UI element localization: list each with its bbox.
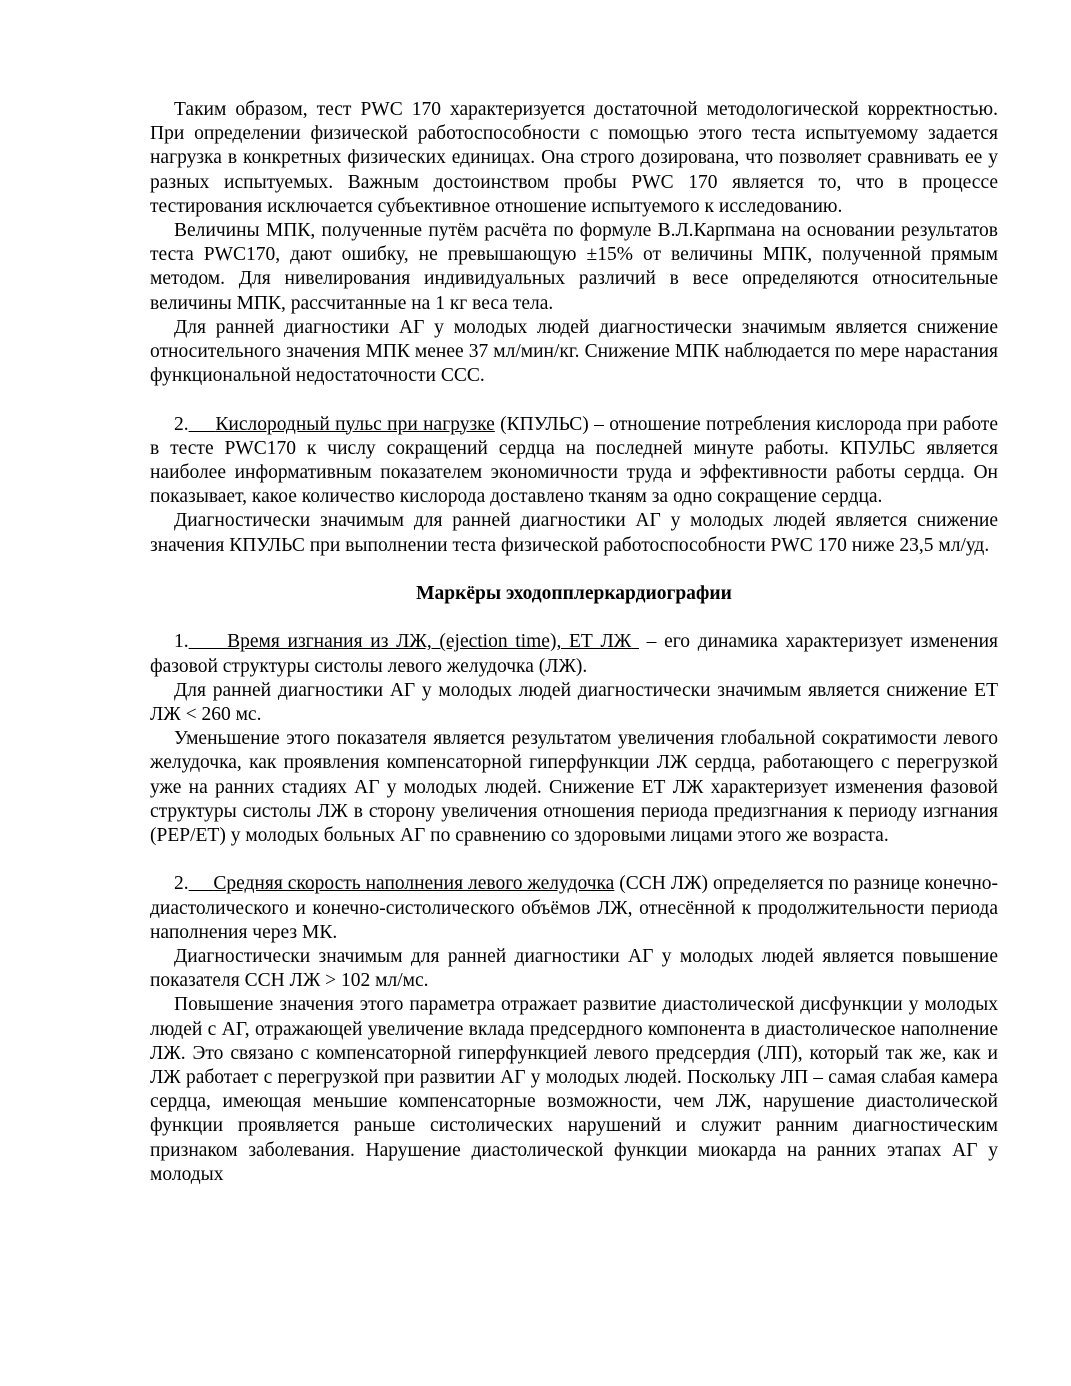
list-item-term: Время изгнания из ЛЖ, (ejection time), ЕТ ЛЖ (227, 631, 632, 653)
section-heading: Маркёры эходопплеркардиографии (416, 583, 732, 605)
paragraph-pwc170-conclusion: Таким образом, тест PWC 170 характеризуется достаточной методологической корректностью. При определении физической работоспособности с помощью этого теста испытуемому задается нагрузка в конкретных физических единицах. Она строго дозирована, что позволяет сравнивать ее у разных испытуемых. Важным достоинством пробы PWC 170 является то, что в процессе тестирования исключается субъективное отношение испытуемого к исследованию. (150, 99, 998, 217)
list-item-number: 2. (174, 873, 189, 895)
list-item-term: Средняя скорость наполнения левого желудочка (213, 873, 615, 895)
paragraph-ejection-time-explanation: Уменьшение этого показателя является результатом увеличения глобальной сократимости левого желудочка, как проявления компенсаторной гиперфункции ЛЖ сердца, работающего с перегрузкой уже на ранних стадиях АГ у молодых людей. Снижение ЕТ ЛЖ характеризует изменения фазовой структуры систолы ЛЖ в сторону увеличения отношения периода предизгнания к периоду изгнания (PEP/ET) у молодых больных АГ по сравнению со здоровыми лицами этого же возраста. (150, 728, 998, 847)
paragraph-ejection-time-diagnostics: Для ранней диагностики АГ у молодых людей диагностически значимым является снижение ЕТ ЛЖ < 260 мс. (150, 679, 998, 726)
list-item-number: 1. (174, 631, 189, 653)
list-item-number: 2. (174, 413, 189, 435)
paragraph-mpk-diagnostics: Для ранней диагностики АГ у молодых людей диагностически значимым является снижение относительного значения МПК менее 37 мл/мин/кг. Снижение МПК наблюдается по мере нарастания функциональной недостаточности ССС. (150, 316, 998, 387)
paragraph-oxygen-pulse-diagnostics: Диагностически значимым для ранней диагностики АГ у молодых людей является снижение значения КПУЛЬС при выполнении теста физической работоспособности PWC 170 ниже 23,5 мл/уд. (150, 510, 998, 556)
document-page (150, 98, 998, 1187)
spacer (150, 558, 998, 582)
paragraph-filling-rate-diagnostics: Диагностически значимым для ранней диагностики АГ у молодых людей является повышение показателя ССН ЛЖ > 102 мл/мс. (150, 946, 998, 992)
list-item-definition: – его динамика характеризует изменения фазовой структуры систолы левого желудочка (ЛЖ). (150, 631, 999, 677)
list-item-ejection-time (150, 630, 998, 678)
paragraph-mpk-values: Величины МПК, полученные путём расчёта по формуле В.Л.Карпмана на основании результатов теста PWC170, дают ошибку, не превышающую ±15% от величины МПК, полученной прямым методом. Для нивелирования индивидуальных различий в весе определяются относительные величины МПК, рассчитанные на 1 кг веса тела. (150, 220, 998, 314)
spacer (150, 388, 998, 412)
list-item-definition: (КПУЛЬС) – отношение потребления кислорода при работе в тесте PWC170 к числу сокращений сердца на последней минуте работы. КПУЛЬС является наиболее информативным показателем экономичности труда и эффективности работы сердца. Он показывает, какое количество кислорода доставлено тканям за одно сокращение сердца. (150, 413, 998, 508)
spacer (150, 848, 998, 872)
list-item-oxygen-pulse (150, 413, 998, 510)
list-item-term: Кислородный пульс при нагрузке (215, 413, 495, 435)
paragraph-filling-rate-explanation: Повышение значения этого параметра отражает развитие диастолической дисфункции у молодых людей с АГ, отражающей увеличение вклада предсердного компонента в диастолическое наполнение ЛЖ. Это связано с компенсаторной гиперфункцией левого предсердия (ЛП), который так же, как и ЛЖ работает с перегрузкой при развитии АГ у молодых людей. Поскольку ЛП – самая слабая камера сердца, имеющая меньшие компенсаторные возможности, чем ЛЖ, нарушение диастолической функции проявляется раньше систолических нарушений и служит ранним диагностическим признаком заболевания. Нарушение диастолической функции миокарда на ранних этапах АГ у молодых (150, 994, 998, 1185)
list-item-filling-rate (150, 872, 998, 945)
list-item-definition: (ССН ЛЖ) определяется по разнице конечно-диастолического и конечно-систолического объёмов ЛЖ, отнесённой к продолжительности периода наполнения через МК. (150, 873, 999, 943)
spacer (150, 606, 998, 630)
